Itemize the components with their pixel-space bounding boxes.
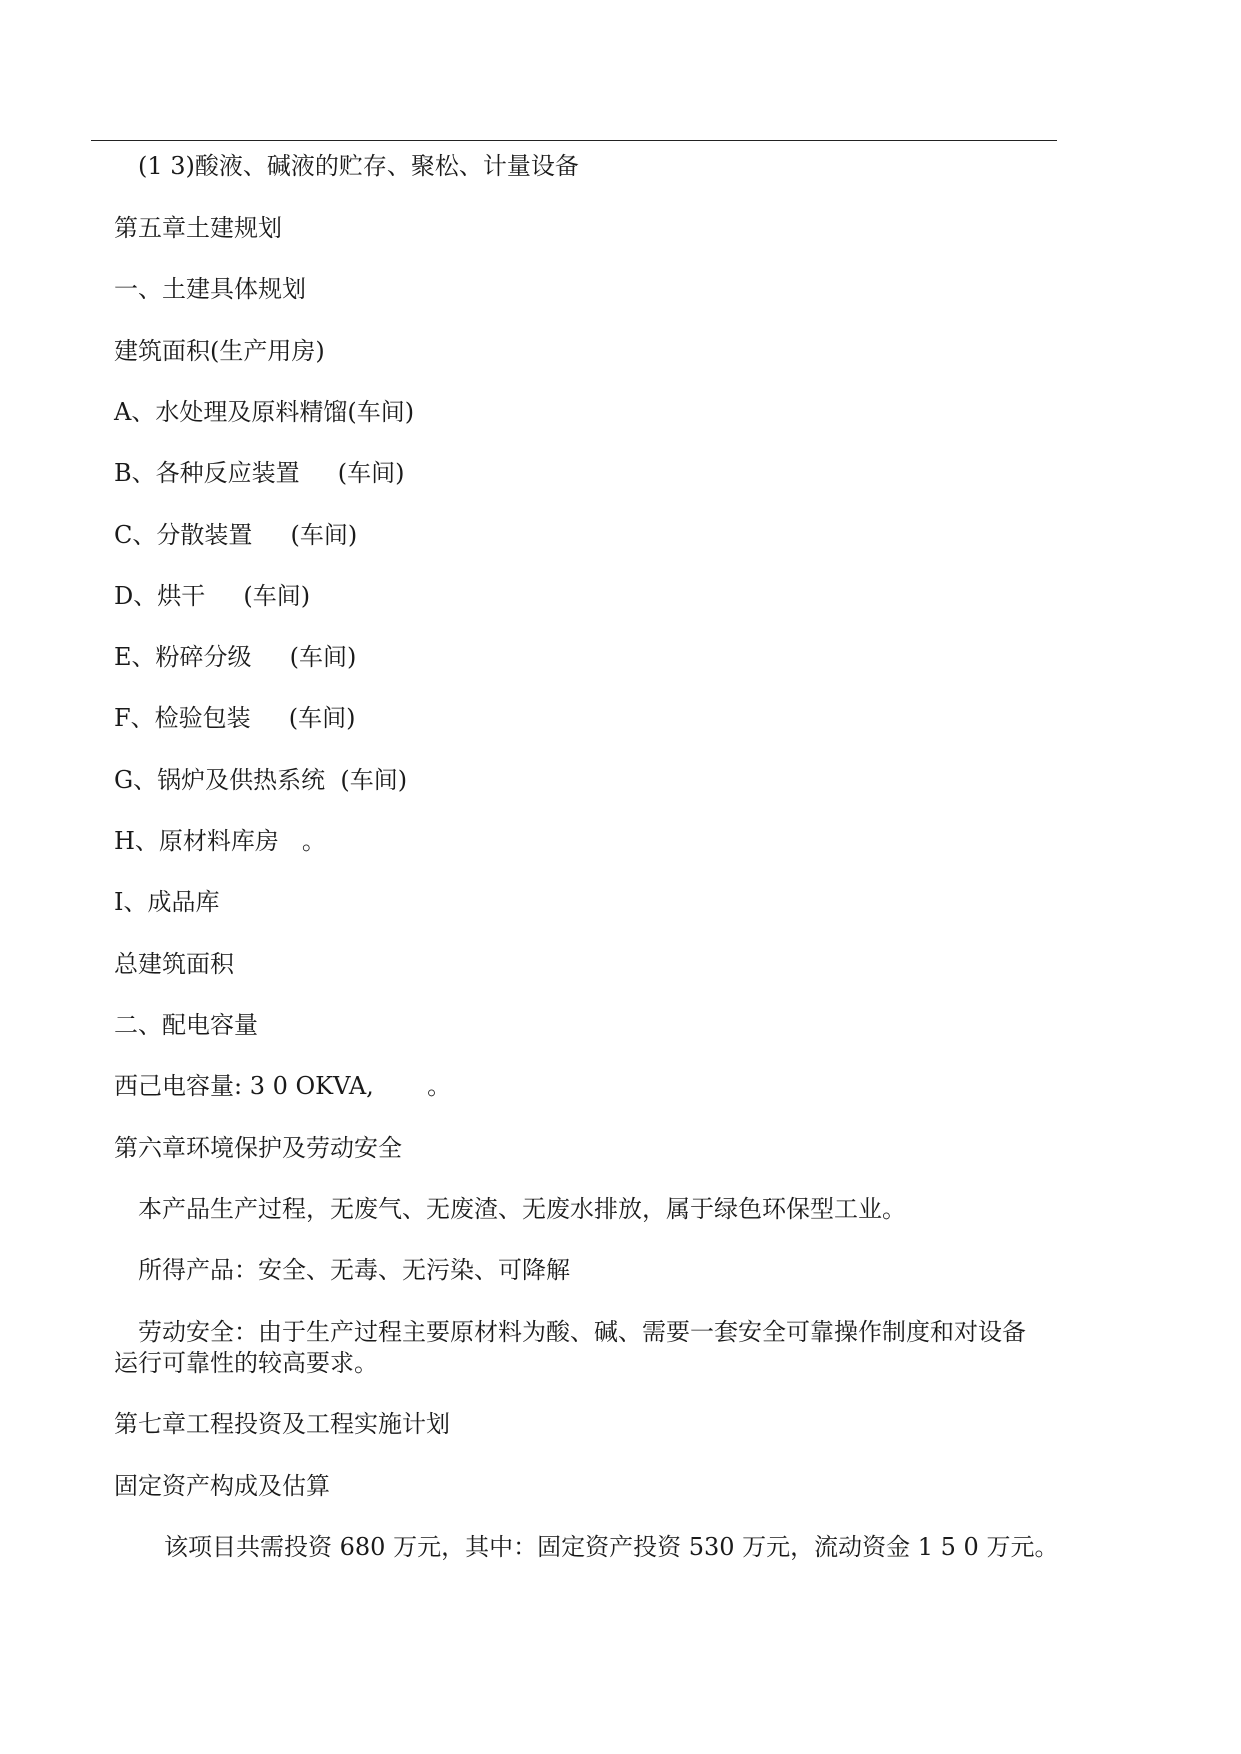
- list-item-d: D、烘干 (车间): [114, 582, 311, 610]
- list-item-b: B、各种反应装置 (车间): [114, 459, 405, 487]
- fixed-assets-heading: 固定资产构成及估算: [114, 1472, 330, 1500]
- list-item-g: G、锅炉及供热系统 (车间): [114, 766, 408, 794]
- list-item-e: E、粉碎分级 (车间): [114, 643, 357, 671]
- chapter-7-heading: 第七章工程投资及工程实施计划: [114, 1410, 450, 1438]
- section-heading-power: 二、配电容量: [114, 1011, 258, 1039]
- list-item-13: (1 3)酸液、碱液的贮存、聚松、计量设备: [138, 152, 579, 180]
- list-item-h: H、原材料库房 。: [114, 827, 326, 855]
- section-heading-civil: 一、土建具体规划: [114, 275, 306, 303]
- total-area: 总建筑面积: [114, 950, 234, 978]
- paragraph-investment: 该项目共需投资 680 万元，其中：固定资产投资 530 万元，流动资金 1 5 0 万元。: [164, 1533, 1059, 1561]
- chapter-5-heading: 第五章土建规划: [114, 214, 282, 242]
- power-capacity: 西己电容量: 3 0 OKVA, 。: [114, 1072, 452, 1100]
- building-area-heading: 建筑面积(生产用房): [114, 337, 325, 365]
- chapter-6-heading: 第六章环境保护及劳动安全: [114, 1134, 402, 1162]
- header-rule: [91, 140, 1057, 141]
- list-item-a: A、水处理及原料精馏(车间): [114, 398, 415, 426]
- paragraph-process: 本产品生产过程，无废气、无废渣、无废水排放，属于绿色环保型工业。: [138, 1195, 906, 1223]
- paragraph-safety: 劳动安全：由于生产过程主要原材料为酸、碱、需要一套安全可靠操作制度和对设备: [138, 1318, 1026, 1346]
- paragraph-safety-cont: 运行可靠性的较高要求。: [114, 1349, 378, 1377]
- list-item-i: I、成品库: [114, 888, 220, 916]
- list-item-f: F、检验包装 (车间): [114, 704, 356, 732]
- paragraph-product: 所得产品：安全、无毒、无污染、可降解: [138, 1256, 570, 1284]
- list-item-c: C、分散装置 (车间): [114, 521, 358, 549]
